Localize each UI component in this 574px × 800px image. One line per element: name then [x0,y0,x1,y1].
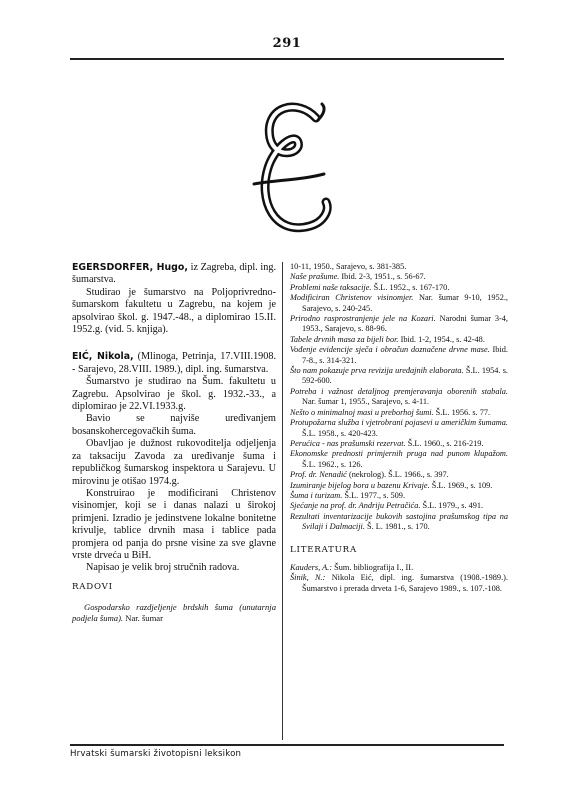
entry-text: Studirao je šumarstvo na Poljoprivredno-šumarskom fakultetu u Zagrebu, na kojem je apsolvirao škol. g. 1947.-48., a diplomirao 15.II. 1952.g. (vid. 5. knjiga). [72,286,276,336]
literature-item [290,563,508,573]
page-number: 291 [272,36,302,51]
work-title: Što nam pokazuje prva revizija uređajnih elaborata. [290,366,464,376]
work-item [290,314,508,335]
entry-paragraph: Bavio se najviše uređivanjem bosanskohercegovačkih šuma. [72,413,276,437]
work-title: Protupožarna služba i vjetrobrani pojasevi u američkim šumama. [290,418,508,428]
work-item [290,387,508,408]
entry-intro: (Mlinoga, Petrinja, 17.VIII.1908. - Sarajevo, 28.VIII. 1989.), dipl. ing. šumarstva. [72,351,277,375]
work-title: Ekonomske prednosti primjernih pruga nad punom klupažom. [290,449,508,459]
literature-author: Kauders, A.: [290,562,333,572]
work-item [290,366,508,387]
literature-text: Šum. bibliografija I., II. [334,562,414,572]
literature-list [290,563,508,594]
work-publication: Ibid. 2-3, 1951., s. 56-67. [341,272,426,282]
header-rule [70,58,504,60]
work-publication: Š.L. 1969., s. 109. [431,480,493,490]
work-item [290,449,508,470]
work-title: Gospodarsko razdjeljenje brdskih šuma (unutarnja podjela šuma). [72,602,276,623]
work-publication: Ibid. 1-2, 1954., s. 42-48. [400,334,485,344]
work-title: Sjećanje na prof. dr. Andriju Petračića. [290,501,421,511]
work-item [290,335,508,345]
work-publication: Nar. šumar [125,612,163,623]
decorative-initial-e [246,96,336,246]
work-title: Potreba i važnost detaljnog premjeravanja oborenih stabala. [290,386,508,396]
work-title: Tabele drvnih masa za bijeli bor. [290,334,399,344]
work-item [290,283,508,293]
work-title: Prirodno rasprostranjenje jele na Kozari. [290,314,436,324]
work-publication: Š. L. 1981., s. 170. [367,522,430,532]
work-publication: Š.L. 1977., s. 509. [344,490,406,500]
work-item [290,418,508,439]
work-item [290,408,508,418]
work-publication: Nar. šumar 9-10, 1952., Sarajevo, s. 240-245. [302,293,509,313]
left-column [72,262,276,623]
literature-item [290,573,508,594]
literature-author: Šinik, N.: [290,573,326,583]
entry-name: EIĆ, Nikola, [72,351,134,363]
right-column [290,262,508,594]
work-publication: Narodni šumar 3-4, 1953., Sarajevo, s. 88-96. [302,314,508,334]
work-item [290,481,508,491]
footer-title: Hrvatski šumarski životopisni leksikon [70,749,242,759]
work-item [290,293,508,314]
entry-egersdorfer [72,262,276,336]
work-publication: Š.L. 1958., s. 420-423. [302,428,378,438]
work-title: Šuma i turizam. [290,490,343,500]
work-title: Perućica - nas prašumski rezervat. [290,438,406,448]
footer-rule [70,744,504,746]
work-item [290,512,508,533]
work-publication: (nekrolog). Š.L. 1966., s. 397. [348,470,449,480]
work-title: Problemi naše taksacije. [290,282,372,292]
work-publication: Š.L. 1962., s. 126. [302,459,363,469]
work-item [290,272,508,282]
column-divider [282,262,283,740]
work-item [290,470,508,480]
work-publication: Š.L. 1954. s. 592-600. [302,366,508,386]
section-heading-literatura: LITERATURA [290,544,357,555]
entry-intro: iz Zagreba, dipl. ing. šumarstva. [72,262,276,286]
work-continuation: 10-11, 1950., Sarajevo, s. 381-385. [290,262,407,271]
work-item [290,491,508,501]
entry-paragraph: Napisao je velik broj stručnih radova. [86,562,240,574]
work-item [290,501,508,511]
entry-name: EGERSDORFER, Hugo, [72,262,188,273]
entry-paragraph: Obavljao je dužnost rukovoditelja odjeljenja za taksaciju Zavoda za uređivanje šuma i republičkog šumarskog inspektora u Sarajevu. U mirovinu je otišao 1974.g. [72,438,276,487]
work-title: Modificiran Christenov visinomjer. [290,293,414,303]
work-title: Nešto o minimalnoj masi u preborhoj šumi. [290,407,434,417]
work-title: Naše prašume. [290,272,340,282]
work-title: Izumiranje bijelog bora u bazenu Krivaje. [290,480,430,490]
work-publication: Š.L. 1956. s. 77. [435,407,491,417]
work-publication: Š.L. 1960., s. 216-219. [407,438,484,448]
work-publication: Š.L. 1952., s. 167-170. [373,282,450,292]
literature-text: Nikola Eić, dipl. ing. šumarstva (1908.-1989.). Šumarstvo i prerada drveta 1-6, Sarajevo 1989., s. 107.-108. [302,573,508,593]
work-publication: Š.L. 1979., s. 491. [422,501,484,511]
work-title: Prof. dr. Nenadić [290,470,347,480]
work-item [290,439,508,449]
work-item [72,602,276,623]
work-publication: Ibid. 7-8., s. 314-321. [302,345,508,365]
works-list [290,272,508,532]
work-item [290,345,508,366]
section-heading-radovi: RADOVI [72,581,113,592]
work-title: Rezultati inventarizacije bukovih sastojina prašumskog tipa na Svilaji i Dalmaciji. [290,511,508,532]
entry-paragraph: Konstruirao je modificirani Christenov visinomjer, koji se i danas nalazi u širokoj primjeni. Izradio je jedinstvene lokalne bonitetne krivulje, tablice drvnih masa i tablice pada promjera od panja do prsne visine za sve glavne vrste drveća u BiH. [72,487,276,561]
work-publication: Nar. šumar 1, 1955., Sarajevo, s. 4-11. [302,397,430,407]
entry-paragraph: Šumarstvo je studirao na Šum. fakultetu u Zagrebu. Apsolvirao je škol. g. 1932.-33., a diplomirao je 22.VI.1933.g. [72,376,276,413]
entry-eic [72,351,276,376]
work-title: Vođenje evidencije sječa i obračun doznačene drvne mase. [290,345,490,355]
